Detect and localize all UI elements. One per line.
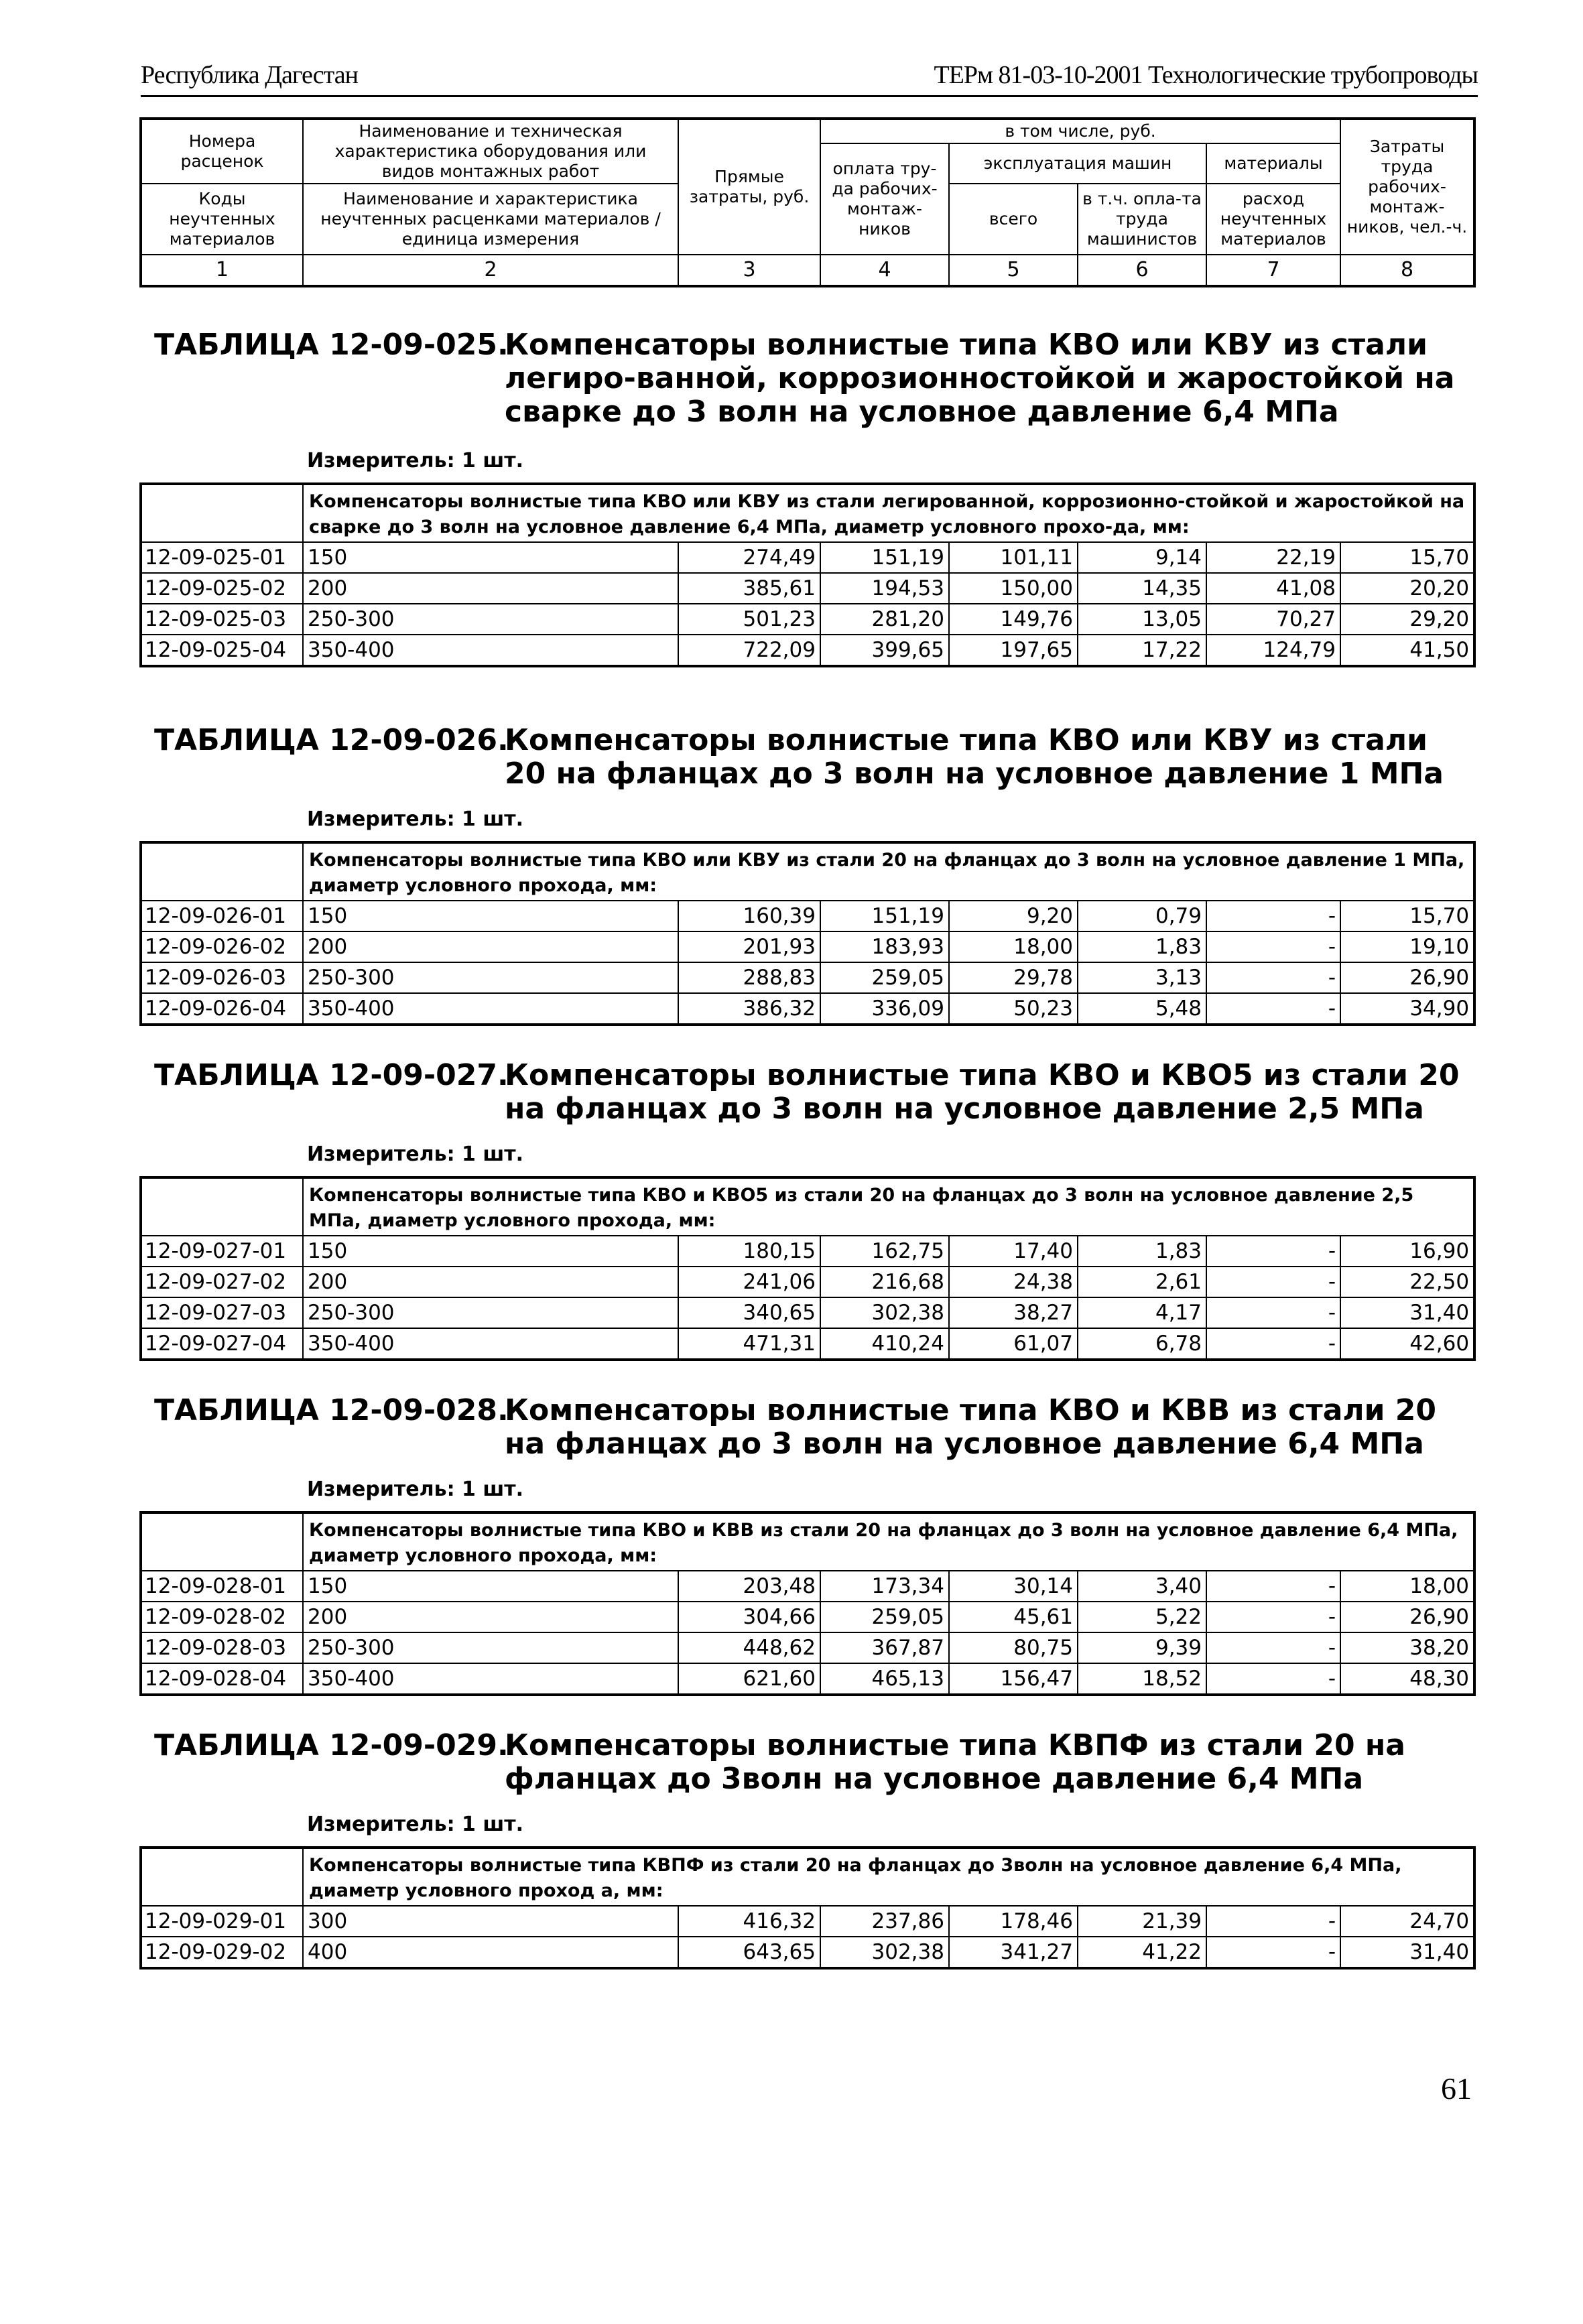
rate-value: 183,93 [820, 931, 949, 962]
rate-value: 160,39 [678, 901, 820, 931]
rate-code: 12-09-025-04 [141, 635, 303, 666]
diameter: 350-400 [303, 993, 678, 1025]
diameter: 150 [303, 542, 678, 573]
rate-code: 12-09-028-03 [141, 1632, 303, 1663]
table-description: Компенсаторы волнистые типа КВПФ из стали 20 на фланцах до 3волн на условное давление 6,4 МПа, диаметр условного проход а, мм: [303, 1848, 1474, 1906]
rate-value: 24,70 [1340, 1906, 1474, 1937]
table-description: Компенсаторы волнистые типа КВО и КВВ из стали 20 на фланцах до 3 волн на условное давление 6,4 МПа, диаметр условного прохода, мм: [303, 1512, 1474, 1571]
rate-code: 12-09-029-01 [141, 1906, 303, 1937]
col-header-ekspluataciya: эксплуатация машин [949, 143, 1206, 184]
rate-value: 203,48 [678, 1571, 820, 1602]
rate-value: 70,27 [1206, 604, 1340, 635]
rates-table [139, 482, 1476, 667]
rate-value: 26,90 [1340, 962, 1474, 993]
col-header-kody: Коды неучтенных материалов [141, 184, 303, 255]
rate-value: - [1206, 1663, 1340, 1695]
rate-value: 150,00 [949, 573, 1078, 604]
rate-value: 621,60 [678, 1663, 820, 1695]
rate-value: - [1206, 1602, 1340, 1632]
col-number: 5 [949, 255, 1078, 286]
table-label: ТАБЛИЦА 12-09-026. [154, 723, 509, 757]
rate-value: - [1206, 1937, 1340, 1968]
rate-value: 0,79 [1078, 901, 1206, 931]
diameter: 250-300 [303, 604, 678, 635]
rate-value: 501,23 [678, 604, 820, 635]
table-row [141, 1602, 1474, 1632]
rates-table [139, 1176, 1476, 1361]
diameter: 150 [303, 1236, 678, 1267]
rate-value: 162,75 [820, 1236, 949, 1267]
rate-value: 9,39 [1078, 1632, 1206, 1663]
rate-value: - [1206, 1571, 1340, 1602]
rates-table [139, 841, 1476, 1026]
rate-value: 341,27 [949, 1937, 1078, 1968]
rate-value: 151,19 [820, 901, 949, 931]
rate-table-section [139, 1728, 1473, 1964]
col-header-naimenovanie-neuchtennyh: Наименование и характеристика неучтенных расценками материалов / единица измерения [303, 184, 678, 255]
rate-value: 41,22 [1078, 1937, 1206, 1968]
table-title: Компенсаторы волнистые типа КВПФ из стали 20 на фланцах до 3волн на условное давление 6,4 МПа [505, 1728, 1405, 1796]
rate-value: 41,08 [1206, 573, 1340, 604]
table-title: Компенсаторы волнистые типа КВО или КВУ из стали легиро-ванной, коррозионностойкой и жаростойкой на сварке до 3 волн на условное давление 6,4 МПа [505, 328, 1455, 429]
rate-value: - [1206, 993, 1340, 1025]
rate-value: 29,20 [1340, 604, 1474, 635]
diameter: 200 [303, 573, 678, 604]
rate-code: 12-09-025-01 [141, 542, 303, 573]
rate-value: 201,93 [678, 931, 820, 962]
diameter: 250-300 [303, 1632, 678, 1663]
rate-value: 173,34 [820, 1571, 949, 1602]
table-row [141, 931, 1474, 962]
rate-value: 38,27 [949, 1297, 1078, 1328]
table-label: ТАБЛИЦА 12-09-028. [154, 1393, 509, 1427]
rate-value: 14,35 [1078, 573, 1206, 604]
col-number: 7 [1206, 255, 1340, 286]
rate-value: - [1206, 1328, 1340, 1360]
diameter: 150 [303, 901, 678, 931]
rate-value: 197,65 [949, 635, 1078, 666]
rate-value: 101,11 [949, 542, 1078, 573]
col-header-vtom: в том числе, руб. [820, 119, 1340, 143]
rate-value: 6,78 [1078, 1328, 1206, 1360]
measure-unit: Измеритель: 1 шт. [307, 1813, 523, 1836]
diameter: 400 [303, 1937, 678, 1968]
rate-value: 5,48 [1078, 993, 1206, 1025]
rate-value: 2,61 [1078, 1267, 1206, 1297]
table-row [141, 1906, 1474, 1937]
table-row [141, 573, 1474, 604]
rate-value: 22,50 [1340, 1267, 1474, 1297]
rate-value: 367,87 [820, 1632, 949, 1663]
rate-value: - [1206, 1297, 1340, 1328]
rate-value: 16,90 [1340, 1236, 1474, 1267]
rate-value: 29,78 [949, 962, 1078, 993]
rate-value: 274,49 [678, 542, 820, 573]
diameter: 250-300 [303, 962, 678, 993]
table-row [141, 1663, 1474, 1695]
rate-value: 18,00 [1340, 1571, 1474, 1602]
rate-value: 281,20 [820, 604, 949, 635]
page-number: 61 [1441, 2071, 1472, 2106]
rate-value: 416,32 [678, 1906, 820, 1937]
col-number: 6 [1078, 255, 1206, 286]
rate-value: 304,66 [678, 1602, 820, 1632]
table-row [141, 1937, 1474, 1968]
rate-value: 42,60 [1340, 1328, 1474, 1360]
rate-value: 241,06 [678, 1267, 820, 1297]
rate-value: 38,20 [1340, 1632, 1474, 1663]
table-row [141, 1267, 1474, 1297]
header-region: Республика Дагестан [141, 61, 358, 89]
running-header [141, 54, 1478, 97]
rate-value: 15,70 [1340, 542, 1474, 573]
col-header-naimenovanie: Наименование и техническая характеристика оборудования или видов монтажных работ [303, 119, 678, 184]
rate-value: 216,68 [820, 1267, 949, 1297]
rate-code: 12-09-027-02 [141, 1267, 303, 1297]
rate-value: 26,90 [1340, 1602, 1474, 1632]
table-row [141, 1571, 1474, 1602]
rate-code: 12-09-027-03 [141, 1297, 303, 1328]
rate-value: 21,39 [1078, 1906, 1206, 1937]
rate-code: 12-09-028-02 [141, 1602, 303, 1632]
table-row [141, 901, 1474, 931]
table-label: ТАБЛИЦА 12-09-027. [154, 1058, 509, 1092]
rate-value: 149,76 [949, 604, 1078, 635]
rate-value: 180,15 [678, 1236, 820, 1267]
rate-code: 12-09-025-02 [141, 573, 303, 604]
rate-value: 1,83 [1078, 931, 1206, 962]
rate-value: 448,62 [678, 1632, 820, 1663]
rate-code: 12-09-026-04 [141, 993, 303, 1025]
section-title [139, 328, 1473, 436]
col-header-vsego: всего [949, 184, 1078, 255]
table-title: Компенсаторы волнистые типа КВО и КВВ из стали 20 на фланцах до 3 волн на условное давление 6,4 МПа [505, 1393, 1437, 1461]
rate-value: 34,90 [1340, 993, 1474, 1025]
rate-value: 31,40 [1340, 1297, 1474, 1328]
rate-value: 237,86 [820, 1906, 949, 1937]
rates-table [139, 1511, 1476, 1696]
rate-value: 13,05 [1078, 604, 1206, 635]
rate-value: 259,05 [820, 1602, 949, 1632]
rate-value: 385,61 [678, 573, 820, 604]
rate-value: - [1206, 1906, 1340, 1937]
rate-code: 12-09-027-01 [141, 1236, 303, 1267]
table-label: ТАБЛИЦА 12-09-025. [154, 328, 509, 362]
rate-table-section [139, 1393, 1473, 1691]
measure-unit: Измеритель: 1 шт. [307, 1478, 523, 1501]
rate-value: 30,14 [949, 1571, 1078, 1602]
col-header-rashod: расход неучтенных материалов [1206, 184, 1340, 255]
rate-value: 24,38 [949, 1267, 1078, 1297]
table-description: Компенсаторы волнистые типа КВО или КВУ из стали 20 на фланцах до 3 волн на условное давление 1 МПа, диаметр условного прохода, мм: [303, 842, 1474, 901]
rate-value: - [1206, 1267, 1340, 1297]
col-header-pryamye: Прямые затраты, руб. [678, 119, 820, 255]
rate-value: 50,23 [949, 993, 1078, 1025]
col-header-vtch-oplata: в т.ч. опла-та труда машинистов [1078, 184, 1206, 255]
rate-value: - [1206, 1632, 1340, 1663]
table-row [141, 542, 1474, 573]
rate-code: 12-09-026-03 [141, 962, 303, 993]
table-row [141, 604, 1474, 635]
diameter: 200 [303, 931, 678, 962]
rate-value: 5,22 [1078, 1602, 1206, 1632]
rate-value: 3,40 [1078, 1571, 1206, 1602]
rate-code: 12-09-025-03 [141, 604, 303, 635]
rate-value: 722,09 [678, 635, 820, 666]
diameter: 350-400 [303, 635, 678, 666]
col-number: 8 [1340, 255, 1474, 286]
diameter: 250-300 [303, 1297, 678, 1328]
rate-value: 302,38 [820, 1937, 949, 1968]
rate-value: 124,79 [1206, 635, 1340, 666]
measure-unit: Измеритель: 1 шт. [307, 449, 523, 472]
rate-value: 1,83 [1078, 1236, 1206, 1267]
rate-value: 61,07 [949, 1328, 1078, 1360]
col-number: 2 [303, 255, 678, 286]
measure-unit: Измеритель: 1 шт. [307, 1143, 523, 1166]
table-description: Компенсаторы волнистые типа КВО или КВУ из стали легированной, коррозионно-стойкой и жаростойкой на сварке до 3 волн на условное давление 6,4 МПа, диаметр условного прохо-да, мм: [303, 484, 1474, 542]
diameter: 300 [303, 1906, 678, 1937]
rate-value: 156,47 [949, 1663, 1078, 1695]
rate-value: 18,00 [949, 931, 1078, 962]
col-number: 3 [678, 255, 820, 286]
rate-table-section [139, 1058, 1473, 1356]
rate-value: 3,13 [1078, 962, 1206, 993]
table-row [141, 635, 1474, 666]
rate-value: 465,13 [820, 1663, 949, 1695]
rate-value: - [1206, 962, 1340, 993]
header-document-code: ТЕРм 81-03-10-2001 Технологические трубопроводы [934, 61, 1478, 89]
rate-value: 18,52 [1078, 1663, 1206, 1695]
table-description: Компенсаторы волнистые типа КВО и КВО5 из стали 20 на фланцах до 3 волн на условное давление 2,5 МПа, диаметр условного прохода, мм: [303, 1177, 1474, 1236]
table-title: Компенсаторы волнистые типа КВО и КВО5 из стали 20 на фланцах до 3 волн на условное давление 2,5 МПа [505, 1058, 1460, 1126]
rate-value: - [1206, 931, 1340, 962]
table-row [141, 993, 1474, 1025]
table-row [141, 1632, 1474, 1663]
rate-value: - [1206, 901, 1340, 931]
col-header-nomera: Номера расценок [141, 119, 303, 184]
rate-table-section [139, 328, 1473, 662]
rate-code: 12-09-028-04 [141, 1663, 303, 1695]
rate-code: 12-09-026-01 [141, 901, 303, 931]
rate-value: 259,05 [820, 962, 949, 993]
rate-value: 302,38 [820, 1297, 949, 1328]
rate-value: 9,20 [949, 901, 1078, 931]
rate-code: 12-09-026-02 [141, 931, 303, 962]
rate-value: 22,19 [1206, 542, 1340, 573]
col-header-zatraty: Затраты труда рабочих-монтаж-ников, чел.-ч. [1340, 119, 1474, 255]
diameter: 200 [303, 1267, 678, 1297]
col-header-oplata: оплата тру-да рабочих-монтаж-ников [820, 143, 949, 255]
col-header-materialy: материалы [1206, 143, 1340, 184]
rate-code: 12-09-028-01 [141, 1571, 303, 1602]
table-row [141, 1328, 1474, 1360]
rate-value: 643,65 [678, 1937, 820, 1968]
rate-value: 17,40 [949, 1236, 1078, 1267]
rate-value: 194,53 [820, 573, 949, 604]
col-number: 1 [141, 255, 303, 286]
rate-code: 12-09-029-02 [141, 1937, 303, 1968]
table-row [141, 1297, 1474, 1328]
rate-value: 15,70 [1340, 901, 1474, 931]
rate-value: 45,61 [949, 1602, 1078, 1632]
rate-value: 19,10 [1340, 931, 1474, 962]
rate-value: 386,32 [678, 993, 820, 1025]
rate-value: 471,31 [678, 1328, 820, 1360]
table-label: ТАБЛИЦА 12-09-029. [154, 1728, 509, 1762]
rate-value: 17,22 [1078, 635, 1206, 666]
rate-value: 41,50 [1340, 635, 1474, 666]
diameter: 350-400 [303, 1663, 678, 1695]
rate-value: 288,83 [678, 962, 820, 993]
rate-code: 12-09-027-04 [141, 1328, 303, 1360]
rate-value: 340,65 [678, 1297, 820, 1328]
rate-value: 80,75 [949, 1632, 1078, 1663]
col-number: 4 [820, 255, 949, 286]
rate-value: 20,20 [1340, 573, 1474, 604]
measure-unit: Измеритель: 1 шт. [307, 808, 523, 831]
table-row [141, 1236, 1474, 1267]
column-header-table [139, 117, 1476, 287]
rate-value: 399,65 [820, 635, 949, 666]
table-row [141, 962, 1474, 993]
rate-table-section [139, 723, 1473, 1021]
rate-value: 410,24 [820, 1328, 949, 1360]
rate-value: - [1206, 1236, 1340, 1267]
diameter: 200 [303, 1602, 678, 1632]
rate-value: 48,30 [1340, 1663, 1474, 1695]
diameter: 350-400 [303, 1328, 678, 1360]
diameter: 150 [303, 1571, 678, 1602]
rate-value: 9,14 [1078, 542, 1206, 573]
rate-value: 178,46 [949, 1906, 1078, 1937]
rate-value: 31,40 [1340, 1937, 1474, 1968]
table-title: Компенсаторы волнистые типа КВО или КВУ из стали 20 на фланцах до 3 волн на условное давление 1 МПа [505, 723, 1444, 791]
rate-value: 151,19 [820, 542, 949, 573]
rate-value: 336,09 [820, 993, 949, 1025]
rate-value: 4,17 [1078, 1297, 1206, 1328]
rates-table [139, 1846, 1476, 1970]
